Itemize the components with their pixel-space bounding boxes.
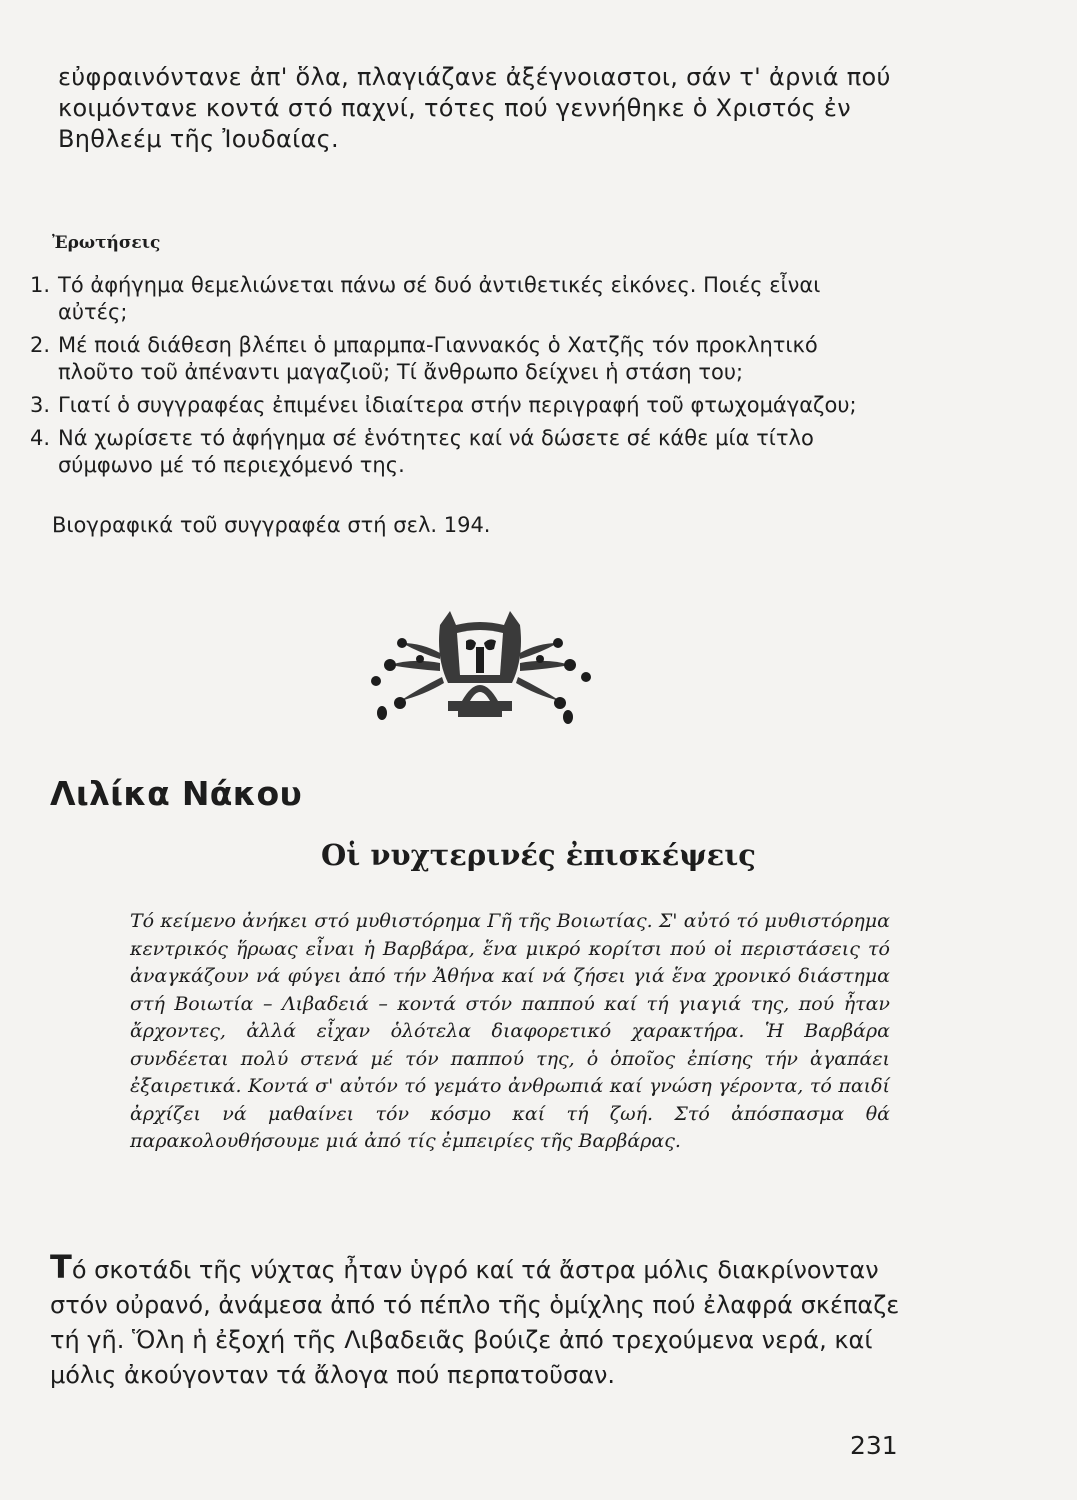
question-number: 1.	[29, 273, 50, 297]
question-number: 4.	[29, 426, 50, 450]
questions-list	[20, 272, 890, 485]
questions-heading: Ἐρωτήσεις	[52, 233, 161, 253]
question-text: Γιατί ὁ συγγραφέας ἐπιμένει ἰδιαίτερα στήν περιγραφή τοῦ φτωχομάγαζου;	[58, 393, 857, 417]
question-number: 2.	[29, 333, 50, 357]
question-item	[20, 425, 890, 479]
bio-note: Βιογραφικά τοῦ συγγραφέα στή σελ. 194.	[52, 513, 491, 537]
question-text: Τό ἀφήγημα θεμελιώνεται πάνω σέ δυό ἀντιθετικές εἰκόνες. Ποιές εἶναι αὐτές;	[58, 273, 821, 324]
author-name: Λιλίκα Νάκου	[50, 774, 303, 813]
opening-paragraph: εὐφραινόντανε ἀπ' ὅλα, πλαγιάζανε ἀξέγνοιαστοι, σάν τ' ἀρνιά πού κοιμόντανε κοντά στό παχνί, τότες πού γεννήθηκε ὁ Χριστός ἐν Βηθλεέμ τῆς Ἰουδαίας.	[58, 63, 891, 153]
question-item	[20, 332, 890, 386]
question-text: Νά χωρίσετε τό ἀφήγημα σέ ἑνότητες καί νά δώσετε σέ κάθε μία τίτλο σύμφωνο μέ τό περιεχόμενό της.	[58, 426, 814, 477]
page-number: 231	[850, 1431, 898, 1460]
ornament-vase-icon	[362, 603, 598, 733]
question-item	[20, 392, 890, 419]
question-number: 3.	[29, 393, 50, 417]
question-item	[20, 272, 890, 326]
intro-paragraph: Τό κείμενο ἀνήκει στό μυθιστόρημα Γῆ τῆς Βοιωτίας. Σ' αὐτό τό μυθιστόρημα κεντρικός ἥρωας εἶναι ἡ Βαρβάρα, ἕνα μικρό κορίτσι πού οἱ περιστάσεις τό ἀναγκάζουν νά φύγει ἀπό τήν Ἀθήνα καί νά ζήσει γιά ἕνα χρονικό διάστημα στή Βοιωτία – Λιβαδειά – κοντά στόν παππού καί τή γιαγιά της, πού ἦταν ἄρχοντες, ἀλλά εἶχαν ὁλότελα διαφορετικό χαρακτήρα. Ἡ Βαρβάρα συνδέεται πολύ στενά μέ τόν παππού της, ὁ ὁποῖος ἐπίσης τήν ἀγαπάει ἐξαιρετικά. Κοντά σ' αὐτόν τό γεμάτο ἀνθρωπιά καί γνώση γέροντα, τό παιδί ἀρχίζει νά μαθαίνει τόν κόσμο καί τή ζωή. Στό ἀπόσπασμα θά παρακολουθήσουμε μιά ἀπό τίς ἐμπειρίες τῆς Βαρβάρας.	[130, 910, 890, 1152]
drop-cap: Τ	[50, 1248, 72, 1286]
story-paragraph	[50, 1250, 900, 1393]
story-title: Οἱ νυχτερινές ἐπισκέψεις	[321, 838, 756, 872]
story-text: ό σκοτάδι τῆς νύχτας ἦταν ὑγρό καί τά ἄστρα μόλις διακρίνονταν στόν οὐρανό, ἀνάμεσα ἀπό τό πέπλο τῆς ὁμίχλης πού ἐλαφρά σκέπαζε τή γῆ. Ὅλη ἡ ἐξοχή τῆς Λιβαδειᾶς βούιζε ἀπό τρεχούμενα νερά, καί μόλις ἀκούγονταν τά ἄλογα πού περπατοῦσαν.	[50, 1256, 900, 1389]
question-text: Μέ ποιά διάθεση βλέπει ὁ μπαρμπα-Γιαννακός ὁ Χατζῆς τόν προκλητικό πλοῦτο τοῦ ἀπέναντι μαγαζιοῦ; Τί ἄνθρωπο δείχνει ἡ στάση του;	[58, 333, 818, 384]
